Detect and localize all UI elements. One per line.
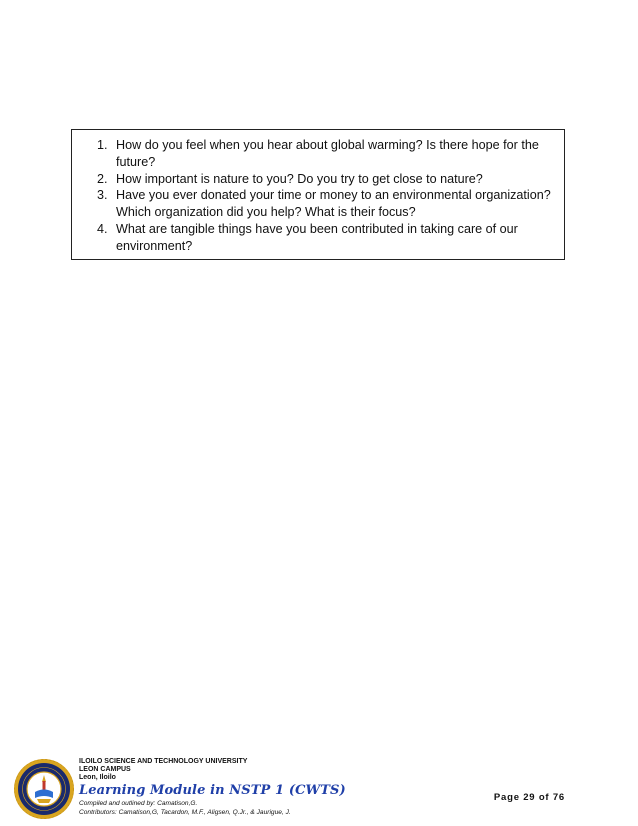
question-text: How important is nature to you? Do you try to get close to nature? (116, 171, 483, 186)
question-number: 4. (97, 221, 108, 236)
page-number: Page 29 of 76 (493, 792, 565, 803)
footer (79, 758, 499, 818)
campus-name: LEON CAMPUS (79, 766, 131, 774)
module-title: Learning Module in NSTP 1 (CWTS) (79, 782, 346, 798)
question-item (93, 137, 553, 171)
question-number: 2. (97, 171, 108, 186)
university-seal-icon (13, 758, 75, 820)
compiled-by: Compiled and outlined by: Camatison,G. (79, 799, 198, 807)
question-list (93, 137, 553, 255)
contributors: Contributors: Camatison,G, Tacardon, M.F., Aligsen, Q.Jr., & Jaurigue, J. (79, 809, 291, 817)
question-item (93, 187, 553, 221)
question-text: What are tangible things have you been contributed in taking care of our environment? (116, 221, 518, 253)
campus-location: Leon, Iloilo (79, 774, 116, 782)
question-text: Have you ever donated your time or money to an environmental organization? Which organization did you help? What is their focus? (116, 188, 551, 220)
question-text: How do you feel when you hear about global warming? Is there hope for the future? (116, 138, 539, 169)
question-number: 3. (97, 188, 108, 203)
question-number: 1. (97, 138, 108, 152)
university-name: ILOILO SCIENCE AND TECHNOLOGY UNIVERSITY (79, 758, 248, 765)
question-item (93, 221, 553, 255)
question-item (93, 171, 553, 188)
